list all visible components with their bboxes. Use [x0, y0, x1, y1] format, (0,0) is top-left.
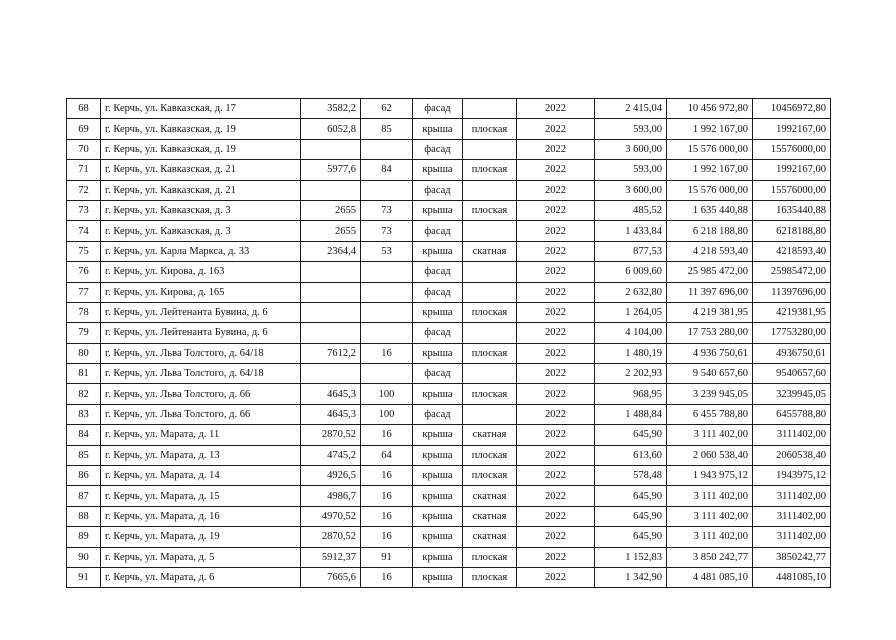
total-cell: 11397696,00	[753, 282, 831, 302]
cost-cell: 4 219 381,95	[667, 302, 753, 322]
cost-cell: 1 943 975,12	[667, 466, 753, 486]
row-number: 77	[67, 282, 101, 302]
area-cell: 3582,2	[301, 99, 361, 119]
year-cell: 2022	[517, 343, 595, 363]
work-type-cell: фасад	[413, 221, 463, 241]
work-type-cell: крыша	[413, 567, 463, 587]
year-cell: 2022	[517, 282, 595, 302]
total-cell: 4481085,10	[753, 567, 831, 587]
year-cell: 2022	[517, 323, 595, 343]
unit-cost-cell: 485,52	[595, 200, 667, 220]
cost-cell: 15 576 000,00	[667, 139, 753, 159]
row-number: 91	[67, 567, 101, 587]
residents-cell: 73	[361, 221, 413, 241]
roof-type-cell: плоская	[463, 547, 517, 567]
unit-cost-cell: 593,00	[595, 119, 667, 139]
table-row	[67, 119, 831, 139]
table-row	[67, 343, 831, 363]
address-cell: г. Керчь, ул. Марата, д. 14	[101, 466, 301, 486]
work-type-cell: крыша	[413, 486, 463, 506]
residents-cell: 100	[361, 384, 413, 404]
unit-cost-cell: 1 433,84	[595, 221, 667, 241]
row-number: 79	[67, 323, 101, 343]
unit-cost-cell: 3 600,00	[595, 139, 667, 159]
unit-cost-cell: 1 152,83	[595, 547, 667, 567]
roof-type-cell: плоская	[463, 302, 517, 322]
work-type-cell: крыша	[413, 302, 463, 322]
cost-cell: 1 992 167,00	[667, 160, 753, 180]
total-cell: 3850242,77	[753, 547, 831, 567]
address-cell: г. Керчь, ул. Марата, д. 15	[101, 486, 301, 506]
work-type-cell: крыша	[413, 547, 463, 567]
address-cell: г. Керчь, ул. Кавказская, д. 21	[101, 160, 301, 180]
year-cell: 2022	[517, 180, 595, 200]
year-cell: 2022	[517, 527, 595, 547]
row-number: 76	[67, 262, 101, 282]
area-cell	[301, 302, 361, 322]
residents-cell	[361, 180, 413, 200]
work-type-cell: крыша	[413, 343, 463, 363]
area-cell: 4926,5	[301, 466, 361, 486]
unit-cost-cell: 2 202,93	[595, 364, 667, 384]
unit-cost-cell: 6 009,60	[595, 262, 667, 282]
area-cell	[301, 139, 361, 159]
total-cell: 9540657,60	[753, 364, 831, 384]
year-cell: 2022	[517, 506, 595, 526]
address-cell: г. Керчь, ул. Марата, д. 5	[101, 547, 301, 567]
roof-type-cell: плоская	[463, 119, 517, 139]
cost-cell: 1 992 167,00	[667, 119, 753, 139]
year-cell: 2022	[517, 547, 595, 567]
unit-cost-cell: 1 342,90	[595, 567, 667, 587]
residents-cell	[361, 262, 413, 282]
total-cell: 10456972,80	[753, 99, 831, 119]
table-row	[67, 364, 831, 384]
address-cell: г. Керчь, ул. Карла Маркса, д. 33	[101, 241, 301, 261]
table-row	[67, 567, 831, 587]
area-cell: 2870,52	[301, 425, 361, 445]
table-row	[67, 221, 831, 241]
area-cell	[301, 262, 361, 282]
year-cell: 2022	[517, 262, 595, 282]
work-type-cell: крыша	[413, 445, 463, 465]
area-cell: 7665,6	[301, 567, 361, 587]
roof-type-cell	[463, 99, 517, 119]
unit-cost-cell: 877,53	[595, 241, 667, 261]
total-cell: 1943975,12	[753, 466, 831, 486]
table-row	[67, 200, 831, 220]
residents-cell	[361, 302, 413, 322]
area-cell: 2655	[301, 221, 361, 241]
table-row	[67, 466, 831, 486]
year-cell: 2022	[517, 384, 595, 404]
address-cell: г. Керчь, ул. Льва Толстого, д. 64/18	[101, 364, 301, 384]
cost-cell: 4 936 750,61	[667, 343, 753, 363]
unit-cost-cell: 593,00	[595, 160, 667, 180]
unit-cost-cell: 3 600,00	[595, 180, 667, 200]
roof-type-cell: плоская	[463, 160, 517, 180]
table-row	[67, 302, 831, 322]
table-row	[67, 445, 831, 465]
residents-cell: 16	[361, 527, 413, 547]
repair-registry-table	[66, 98, 831, 588]
year-cell: 2022	[517, 466, 595, 486]
area-cell: 2364,4	[301, 241, 361, 261]
total-cell: 6218188,80	[753, 221, 831, 241]
table-row	[67, 262, 831, 282]
row-number: 83	[67, 404, 101, 424]
total-cell: 4936750,61	[753, 343, 831, 363]
year-cell: 2022	[517, 200, 595, 220]
table-body	[67, 99, 831, 588]
residents-cell: 16	[361, 466, 413, 486]
work-type-cell: фасад	[413, 262, 463, 282]
area-cell	[301, 282, 361, 302]
roof-type-cell	[463, 180, 517, 200]
roof-type-cell: плоская	[463, 567, 517, 587]
total-cell: 3111402,00	[753, 506, 831, 526]
cost-cell: 6 455 788,80	[667, 404, 753, 424]
row-number: 88	[67, 506, 101, 526]
row-number: 85	[67, 445, 101, 465]
unit-cost-cell: 578,48	[595, 466, 667, 486]
roof-type-cell: скатная	[463, 425, 517, 445]
area-cell: 2655	[301, 200, 361, 220]
work-type-cell: крыша	[413, 241, 463, 261]
cost-cell: 25 985 472,00	[667, 262, 753, 282]
total-cell: 4218593,40	[753, 241, 831, 261]
cost-cell: 3 111 402,00	[667, 486, 753, 506]
roof-type-cell	[463, 364, 517, 384]
year-cell: 2022	[517, 302, 595, 322]
address-cell: г. Керчь, ул. Кавказская, д. 19	[101, 119, 301, 139]
residents-cell: 64	[361, 445, 413, 465]
table-row	[67, 404, 831, 424]
table-row	[67, 160, 831, 180]
row-number: 89	[67, 527, 101, 547]
residents-cell: 16	[361, 486, 413, 506]
cost-cell: 2 060 538,40	[667, 445, 753, 465]
table-row	[67, 180, 831, 200]
unit-cost-cell: 1 264,05	[595, 302, 667, 322]
total-cell: 1635440,88	[753, 200, 831, 220]
work-type-cell: фасад	[413, 282, 463, 302]
address-cell: г. Керчь, ул. Марата, д. 11	[101, 425, 301, 445]
residents-cell: 16	[361, 506, 413, 526]
unit-cost-cell: 645,90	[595, 486, 667, 506]
cost-cell: 1 635 440,88	[667, 200, 753, 220]
roof-type-cell: плоская	[463, 445, 517, 465]
residents-cell: 85	[361, 119, 413, 139]
area-cell: 6052,8	[301, 119, 361, 139]
work-type-cell: фасад	[413, 139, 463, 159]
residents-cell: 84	[361, 160, 413, 180]
unit-cost-cell: 1 488,84	[595, 404, 667, 424]
table-row	[67, 547, 831, 567]
year-cell: 2022	[517, 99, 595, 119]
row-number: 71	[67, 160, 101, 180]
year-cell: 2022	[517, 486, 595, 506]
unit-cost-cell: 968,95	[595, 384, 667, 404]
residents-cell: 73	[361, 200, 413, 220]
residents-cell	[361, 282, 413, 302]
table-row	[67, 139, 831, 159]
work-type-cell: фасад	[413, 364, 463, 384]
total-cell: 4219381,95	[753, 302, 831, 322]
work-type-cell: крыша	[413, 527, 463, 547]
work-type-cell: крыша	[413, 200, 463, 220]
area-cell: 4970,52	[301, 506, 361, 526]
address-cell: г. Керчь, ул. Кавказская, д. 3	[101, 200, 301, 220]
row-number: 73	[67, 200, 101, 220]
work-type-cell: фасад	[413, 404, 463, 424]
address-cell: г. Керчь, ул. Кавказская, д. 17	[101, 99, 301, 119]
cost-cell: 4 481 085,10	[667, 567, 753, 587]
address-cell: г. Керчь, ул. Лейтенанта Бувина, д. 6	[101, 302, 301, 322]
work-type-cell: крыша	[413, 466, 463, 486]
area-cell: 4645,3	[301, 384, 361, 404]
year-cell: 2022	[517, 567, 595, 587]
residents-cell	[361, 323, 413, 343]
total-cell: 1992167,00	[753, 160, 831, 180]
unit-cost-cell: 613,60	[595, 445, 667, 465]
roof-type-cell: плоская	[463, 343, 517, 363]
roof-type-cell	[463, 262, 517, 282]
address-cell: г. Керчь, ул. Кавказская, д. 19	[101, 139, 301, 159]
area-cell	[301, 364, 361, 384]
cost-cell: 15 576 000,00	[667, 180, 753, 200]
roof-type-cell	[463, 282, 517, 302]
table-row	[67, 99, 831, 119]
table-row	[67, 486, 831, 506]
address-cell: г. Керчь, ул. Кирова, д. 165	[101, 282, 301, 302]
roof-type-cell: плоская	[463, 200, 517, 220]
table-row	[67, 384, 831, 404]
address-cell: г. Керчь, ул. Льва Толстого, д. 64/18	[101, 343, 301, 363]
area-cell	[301, 180, 361, 200]
cost-cell: 11 397 696,00	[667, 282, 753, 302]
area-cell: 7612,2	[301, 343, 361, 363]
row-number: 81	[67, 364, 101, 384]
unit-cost-cell: 2 415,04	[595, 99, 667, 119]
unit-cost-cell: 4 104,00	[595, 323, 667, 343]
area-cell: 2870,52	[301, 527, 361, 547]
total-cell: 3239945,05	[753, 384, 831, 404]
residents-cell	[361, 364, 413, 384]
total-cell: 15576000,00	[753, 139, 831, 159]
year-cell: 2022	[517, 119, 595, 139]
area-cell: 4986,7	[301, 486, 361, 506]
total-cell: 2060538,40	[753, 445, 831, 465]
row-number: 86	[67, 466, 101, 486]
work-type-cell: крыша	[413, 119, 463, 139]
roof-type-cell: плоская	[463, 384, 517, 404]
area-cell: 5912,37	[301, 547, 361, 567]
cost-cell: 3 850 242,77	[667, 547, 753, 567]
row-number: 68	[67, 99, 101, 119]
table-row	[67, 282, 831, 302]
row-number: 87	[67, 486, 101, 506]
table-row	[67, 425, 831, 445]
work-type-cell: фасад	[413, 323, 463, 343]
row-number: 78	[67, 302, 101, 322]
work-type-cell: крыша	[413, 506, 463, 526]
work-type-cell: крыша	[413, 160, 463, 180]
roof-type-cell: плоская	[463, 466, 517, 486]
residents-cell: 91	[361, 547, 413, 567]
cost-cell: 4 218 593,40	[667, 241, 753, 261]
row-number: 74	[67, 221, 101, 241]
roof-type-cell	[463, 221, 517, 241]
roof-type-cell: скатная	[463, 241, 517, 261]
roof-type-cell: скатная	[463, 527, 517, 547]
year-cell: 2022	[517, 221, 595, 241]
total-cell: 25985472,00	[753, 262, 831, 282]
roof-type-cell: скатная	[463, 506, 517, 526]
residents-cell	[361, 139, 413, 159]
cost-cell: 3 111 402,00	[667, 425, 753, 445]
total-cell: 3111402,00	[753, 486, 831, 506]
row-number: 82	[67, 384, 101, 404]
unit-cost-cell: 645,90	[595, 527, 667, 547]
address-cell: г. Керчь, ул. Марата, д. 13	[101, 445, 301, 465]
work-type-cell: крыша	[413, 384, 463, 404]
row-number: 72	[67, 180, 101, 200]
row-number: 75	[67, 241, 101, 261]
cost-cell: 3 239 945,05	[667, 384, 753, 404]
cost-cell: 17 753 280,00	[667, 323, 753, 343]
address-cell: г. Керчь, ул. Марата, д. 19	[101, 527, 301, 547]
residents-cell: 62	[361, 99, 413, 119]
row-number: 90	[67, 547, 101, 567]
year-cell: 2022	[517, 364, 595, 384]
cost-cell: 3 111 402,00	[667, 506, 753, 526]
residents-cell: 100	[361, 404, 413, 424]
address-cell: г. Керчь, ул. Кавказская, д. 21	[101, 180, 301, 200]
address-cell: г. Керчь, ул. Марата, д. 6	[101, 567, 301, 587]
area-cell	[301, 323, 361, 343]
address-cell: г. Керчь, ул. Кирова, д. 163	[101, 262, 301, 282]
total-cell: 15576000,00	[753, 180, 831, 200]
year-cell: 2022	[517, 160, 595, 180]
year-cell: 2022	[517, 445, 595, 465]
roof-type-cell	[463, 404, 517, 424]
year-cell: 2022	[517, 241, 595, 261]
cost-cell: 9 540 657,60	[667, 364, 753, 384]
work-type-cell: фасад	[413, 99, 463, 119]
area-cell: 5977,6	[301, 160, 361, 180]
total-cell: 3111402,00	[753, 527, 831, 547]
address-cell: г. Керчь, ул. Лейтенанта Бувина, д. 6	[101, 323, 301, 343]
address-cell: г. Керчь, ул. Льва Толстого, д. 66	[101, 384, 301, 404]
table-row	[67, 241, 831, 261]
address-cell: г. Керчь, ул. Льва Толстого, д. 66	[101, 404, 301, 424]
total-cell: 1992167,00	[753, 119, 831, 139]
residents-cell: 16	[361, 567, 413, 587]
address-cell: г. Керчь, ул. Марата, д. 16	[101, 506, 301, 526]
row-number: 69	[67, 119, 101, 139]
cost-cell: 3 111 402,00	[667, 527, 753, 547]
table-row	[67, 323, 831, 343]
unit-cost-cell: 1 480,19	[595, 343, 667, 363]
year-cell: 2022	[517, 139, 595, 159]
roof-type-cell	[463, 323, 517, 343]
unit-cost-cell: 645,90	[595, 425, 667, 445]
table-row	[67, 527, 831, 547]
residents-cell: 16	[361, 343, 413, 363]
row-number: 84	[67, 425, 101, 445]
total-cell: 6455788,80	[753, 404, 831, 424]
table-row	[67, 506, 831, 526]
year-cell: 2022	[517, 425, 595, 445]
residents-cell: 16	[361, 425, 413, 445]
work-type-cell: фасад	[413, 180, 463, 200]
row-number: 70	[67, 139, 101, 159]
cost-cell: 6 218 188,80	[667, 221, 753, 241]
work-type-cell: крыша	[413, 425, 463, 445]
row-number: 80	[67, 343, 101, 363]
roof-type-cell	[463, 139, 517, 159]
area-cell: 4745,2	[301, 445, 361, 465]
residents-cell: 53	[361, 241, 413, 261]
year-cell: 2022	[517, 404, 595, 424]
unit-cost-cell: 645,90	[595, 506, 667, 526]
address-cell: г. Керчь, ул. Кавказская, д. 3	[101, 221, 301, 241]
roof-type-cell: скатная	[463, 486, 517, 506]
total-cell: 3111402,00	[753, 425, 831, 445]
total-cell: 17753280,00	[753, 323, 831, 343]
cost-cell: 10 456 972,80	[667, 99, 753, 119]
area-cell: 4645,3	[301, 404, 361, 424]
unit-cost-cell: 2 632,80	[595, 282, 667, 302]
